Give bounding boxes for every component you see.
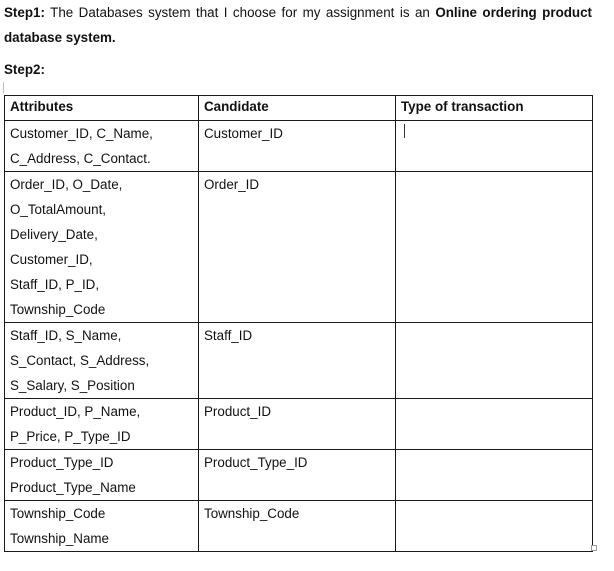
text-cursor [404,124,405,138]
candidate-cell[interactable] [199,121,396,172]
step1-text: The Databases system that I choose for my assignment is an [44,5,436,20]
candidate-cell[interactable] [199,399,396,450]
candidate-key: Customer_ID [204,126,283,141]
step1-paragraph [4,0,592,50]
table-row [5,399,593,450]
table-row [5,172,593,323]
table-row [5,501,593,552]
attributes-cell[interactable] [5,399,199,450]
attribute-line: S_Contact, S_Address, [10,353,150,368]
transaction-cell[interactable] [396,399,593,450]
attribute-line: P_Price, P_Type_ID [10,429,131,444]
transaction-cell[interactable] [396,501,593,552]
transaction-cell[interactable] [396,121,593,172]
attribute-line: Township_Name [10,531,109,546]
candidate-key: Product_ID [204,404,271,419]
header-attributes: Attributes [5,96,199,121]
attribute-line: Customer_ID, C_Name, [10,126,153,141]
table-row [5,450,593,501]
attributes-cell[interactable] [5,323,199,399]
candidate-cell[interactable] [199,450,396,501]
attributes-cell[interactable] [5,172,199,323]
attributes-cell[interactable] [5,450,199,501]
candidate-key: Staff_ID [204,328,253,343]
attribute-line: Customer_ID, [10,252,93,267]
paragraph-mark [3,82,4,93]
attributes-cell[interactable] [5,501,199,552]
attribute-line: Delivery_Date, [10,227,98,242]
attribute-line: O_TotalAmount, [10,202,107,217]
table-header-row [5,96,593,121]
attribute-line: Township_Code [10,506,106,521]
attribute-line: Product_Type_ID [10,455,114,470]
attribute-line: C_Address, C_Contact. [10,151,151,166]
table-row [5,323,593,399]
candidate-cell[interactable] [199,323,396,399]
candidate-cell[interactable] [199,172,396,323]
candidate-key: Order_ID [204,177,260,192]
transaction-cell[interactable] [396,323,593,399]
attributes-table [4,95,593,552]
transaction-cell[interactable] [396,172,593,323]
attribute-line: S_Salary, S_Position [10,378,135,393]
attribute-line: Staff_ID, S_Name, [10,328,122,343]
transaction-cell[interactable] [396,450,593,501]
table-resize-handle[interactable] [591,545,597,551]
candidate-key: Product_Type_ID [204,455,308,470]
step2-label: Step2: [4,62,45,77]
attribute-line: Product_Type_Name [10,480,136,495]
header-transaction-type: Type of transaction [396,96,593,121]
candidate-key: Township_Code [204,506,300,521]
candidate-cell[interactable] [199,501,396,552]
attribute-line: Product_ID, P_Name, [10,404,141,419]
attribute-line: Staff_ID, P_ID, [10,277,100,292]
attributes-cell[interactable] [5,121,199,172]
table-row [5,121,593,172]
step1-label: Step1: [4,5,45,20]
attribute-line: Order_ID, O_Date, [10,177,123,192]
step1-bold-phrase: Online ordering product database system. [4,5,593,45]
attribute-line: Township_Code [10,302,106,317]
header-candidate: Candidate [199,96,396,121]
